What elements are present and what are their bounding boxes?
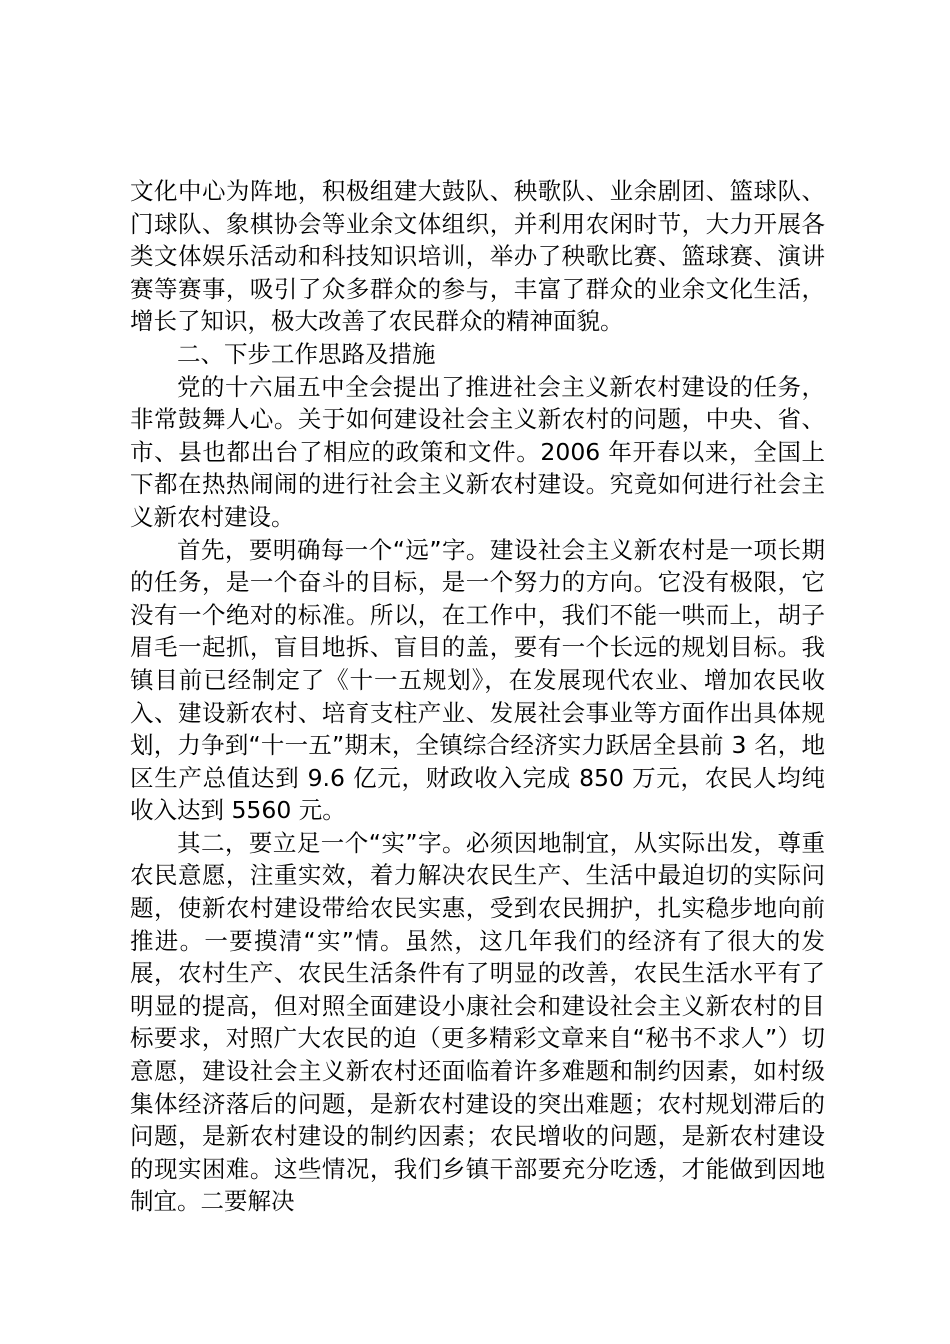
paragraph-continuation: 文化中心为阵地，积极组建大鼓队、秧歌队、业余剧团、篮球队、门球队、象棋协会等业余文体组织，并利用农闲时节，大力开展各类文体娱乐活动和科技知识培训，举办了秧歌比赛、篮球赛、演讲赛等赛事，吸引了众多群众的参与，丰富了群众的业余文化生活，增长了知识，极大改善了农民群众的精神面貌。 <box>130 177 825 336</box>
document-body <box>130 175 825 1218</box>
section-heading: 二、下步工作思路及措施 <box>177 339 436 368</box>
paragraph: 党的十六届五中全会提出了推进社会主义新农村建设的任务，非常鼓舞人心。关于如何建设社会主义新农村的问题，中央、省、市、县也都出台了相应的政策和文件。2006 年开春以来，全国上下都在热热闹闹的进行社会主义新农村建设。究竟如何进行社会主义新农村建设。 <box>130 372 825 531</box>
paragraph: 其二，要立足一个“实”字。必须因地制宜，从实际出发，尊重农民意愿，注重实效，着力解决农民生产、生活中最迫切的实际问题，使新农村建设带给农民实惠，受到农民拥护，扎实稳步地向前推进。一要摸清“实”情。虽然，这几年我们的经济有了很大的发展，农村生产、农民生活条件有了明显的改善，农民生活水平有了明显的提高，但对照全面建设小康社会和建设社会主义新农村的目标要求，对照广大农民的迫（更多精彩文章来自“秘书不求人”）切意愿，建设社会主义新农村还面临着许多难题和制约因素，如村级集体经济落后的问题，是新农村建设的突出难题；农村规划滞后的问题，是新农村建设的制约因素；农民增收的问题，是新农村建设的现实困难。这些情况，我们乡镇干部要充分吃透，才能做到因地制宜。二要解决 <box>130 828 825 1216</box>
paragraph: 首先，要明确每一个“远”字。建设社会主义新农村是一项长期的任务，是一个奋斗的目标，是一个努力的方向。它没有极限，它没有一个绝对的标准。所以，在工作中，我们不能一哄而上，胡子眉毛一起抓，盲目地拆、盲目的盖，要有一个长远的规划目标。我镇目前已经制定了《十一五规划》，在发展现代农业、增加农民收入、建设新农村、培育支柱产业、发展社会事业等方面作出具体规划，力争到“十一五”期末，全镇综合经济实力跃居全县前 3 名，地区生产总值达到 9.6 亿元，财政收入完成 850 万元，农民人均纯收入达到 5560 元。 <box>130 535 825 825</box>
